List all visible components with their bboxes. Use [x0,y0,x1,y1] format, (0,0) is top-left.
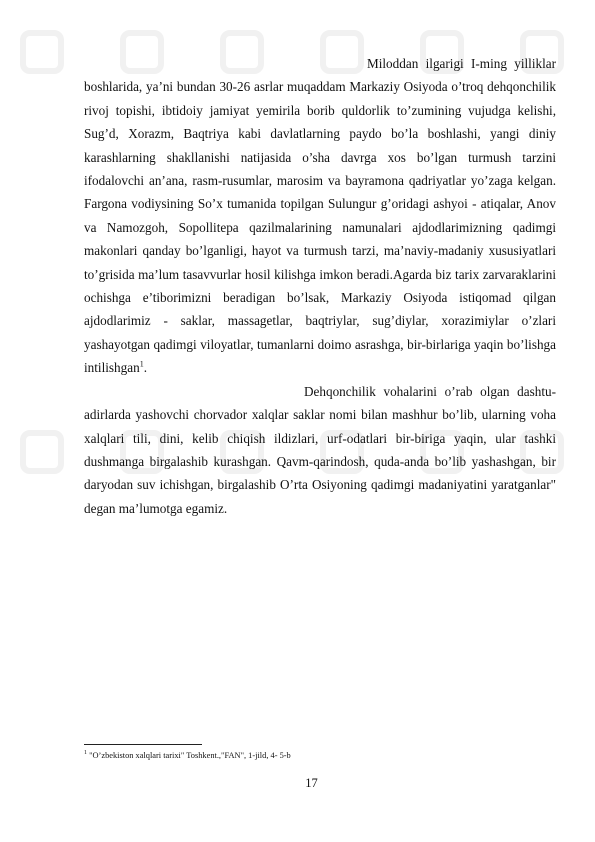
footnote-divider [84,744,202,745]
paragraph [84,52,556,380]
page-number: 17 [305,776,318,790]
footnote-mark: 1 [84,750,87,757]
paragraph-text: Dehqonchilik vohalarini o’rab olgan dashtu-adirlarda yashovchi chorvador xalqlar saklar nomi bilan mashhur bo’lib, ularning voha xalqlari tili, dini, kelib chiqish ildizlari, urf-odatlari bir-biriga yaqin, ular tashki dushmanga birgalashib kurashgan. Qavm-qarindosh, quda-anda bo’lib yashashgan, bir daryodan suv ichishgan, birgalashib O’rta Osiyoning qadimgi madaniyatini yaratganlar" degan ma’lumotga egamiz. [84,383,556,516]
document-body [84,52,556,520]
footnote-text: "O’zbekiston xalqlari tarixi" Toshkent.,"FAN", 1-jild, 4- 5-b [89,751,291,760]
watermark-tile [20,30,64,74]
watermark-tile [20,430,64,474]
paragraph-text: Miloddan ilgarigi I-ming yilliklar boshlarida, ya’ni bundan 30-26 asrlar muqaddam Markaziy Osiyoda o’troq dehqonchilik rivoj topishi, ibtidoiy jamiyat yemirila borib quldorlik to’zumining vujudga kelishi, Sug’d, Xorazm, Baqtriya kabi davlatlarning paydo bo’la boshlashi, yangi diniy karashlarning shakllanishi natijasida o’sha davrga xos bo’lgan turmush tarzini ifodalovchi an’ana, rasm-rusumlar, marosim va bayramona qadriyatlar yo’zaga kelgan. Fargona vodiysining So’x tumanida topilgan Sulungur g’oridagi ashyoi - atiqalar, Anov va Namozgoh, Sopollitepa qazilmalarining namunalari ajdodlarimizning qadimgi makonlari qanday bo’lganligi, hayot va turmush tarzi, ma’naviy-madaniy xususiyatlari to’grisida ma’lum tasavvurlar hosil kilishga imkon beradi.Agarda biz tarix zarvaraklarini ochishga e’tiborimizni beradigan bo’lsak, Markaziy Osiyoda istiqomad qilgan ajdodlarimiz - saklar, massagetlar, baqtriylar, sug’diylar, xorazimiylar o’zlari yashayotgan qadimgi viloyatlar, tumanlarni doimo asrashga, bir-birlariga yaqin bo’lishga intilishgan [84,56,556,376]
footnote [84,750,291,762]
footnote-reference[interactable]: 1 [139,359,144,369]
paragraph [84,380,556,520]
sentence-end: . [143,360,147,376]
